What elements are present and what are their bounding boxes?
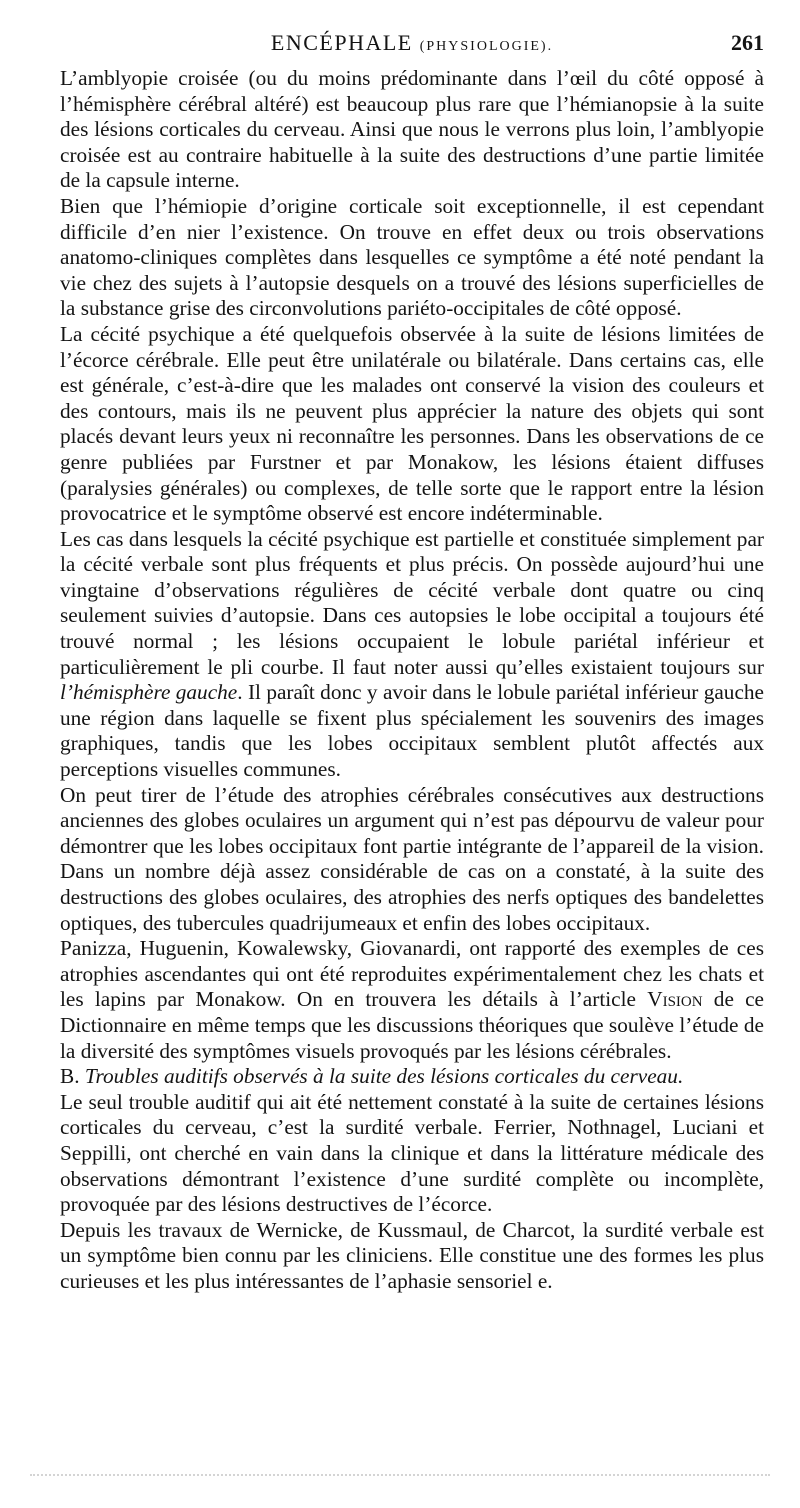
paragraph: L’amblyopie croisée (ou du moins prédominante dans l’œil du côté opposé à l’hémisphère cérébral altéré) est beaucoup plus rare que l’hémianopsie à la suite des lésions corticales du cerveau. Ainsi que nous le verrons plus loin, l’amblyopie croisée est au contraire habituelle à la suite des destructions d’une partie limitée de la capsule interne.	[60, 66, 764, 193]
running-title	[60, 30, 764, 56]
paragraph-text-tail: . Il paraît donc y avoir dans le lobule pariétal inférieur gauche une région dans laquelle se fixent plus spécialement les souvenirs des images graphiques, tandis que les lobes occipitaux semblent plutôt affectés aux perceptions visuelles communes.	[60, 680, 764, 782]
italic-term: l’hémisphère gauche	[60, 680, 238, 705]
paragraph: La cécité psychique a été quelquefois observée à la suite de lésions limitées de l’écorce cérébrale. Elle peut être unilatérale ou bilatérale. Dans certains cas, elle est générale, c’est-à-dire que les malades ont conservé la vision des couleurs et des contours, mais ils ne peuvent plus apprécier la nature des objets qui sont placés devant leurs yeux ni reconnaître les personnes. Dans les observations de ce genre publiées par Furstner et par Monakow, les lésions étaient diffuses (paralysies générales) ou complexes, de telle sorte que le rapport entre la lésion provocatrice et le symptôme observé est encore indéterminable.	[60, 321, 764, 526]
paragraph: Le seul trouble auditif qui ait été nettement constaté à la suite de certaines lésions corticales du cerveau, c’est la surdité verbale. Ferrier, Nothnagel, Luciani et Seppilli, ont cherché en vain dans la clinique et dans la littérature médicale des observations démontrant l’existence d’une surdité complète ou incomplète, provoquée par des lésions destructives de l’écorce.	[60, 1089, 764, 1217]
paragraph-with-crossref	[60, 936, 764, 1064]
paragraph: Bien que l’hémiopie d’origine corticale soit exceptionnelle, il est cependant difficile d’en nier l’existence. On trouve en effet deux ou trois observations anatomo-cliniques complètes dans lesquelles ce symptôme a été noté pendant la vie chez des sujets à l’autopsie desquels on a trouvé des lésions superficielles de la substance grise des circonvolutions pariéto-occipitales de côté opposé.	[60, 193, 764, 321]
paragraph-text: Les cas dans lesquels la cécité psychique est partielle et constituée simplement par la cécité verbale sont plus fréquents et plus précis. On possède aujourd’hui une vingtaine d’observations régulières de cécité verbale dont quatre ou cinq seulement suivies d’autopsie. Dans ces autopsies le lobe occipital a toujours été trouvé normal ; les lésions occupaient le lobule pariétal inférieur et particulièrement le pli courbe. Il faut noter aussi qu’elles existaient toujours sur	[60, 526, 764, 679]
running-header	[60, 28, 764, 62]
paragraph: On peut tirer de l’étude des atrophies cérébrales consécutives aux destructions anciennes des globes oculaires un argument qui n’est pas dépourvu de valeur pour démontrer que les lobes occipitaux font partie intégrante de l’appareil de la vision. Dans un nombre déjà assez considérable de cas on a constaté, à la suite des destructions des globes oculaires, des atrophies des nerfs optiques des bandelettes optiques, des tubercules quadrijumeaux et enfin des lobes occipitaux.	[60, 782, 764, 935]
paragraph-with-italic	[60, 527, 764, 783]
body-text	[60, 66, 764, 1295]
running-title-sub: (PHYSIOLOGIE).	[419, 39, 554, 54]
section-heading	[60, 1064, 764, 1090]
running-title-main: ENCÉPHALE	[270, 30, 413, 55]
paragraph-text: Panizza, Huguenin, Kowalewsky, Giovanardi, ont rapporté des exemples de ces atrophies ascendantes qui ont été reproduites expérimentalement chez les chats et les lapins par Monakow. On en trouvera les détails à l’article	[60, 936, 764, 1012]
section-title: Troubles auditifs observés à la suite des lésions corticales du cerveau.	[84, 1064, 684, 1089]
section-letter: B.	[60, 1064, 80, 1089]
page-number: 261	[731, 30, 764, 55]
paragraph: Depuis les travaux de Wernicke, de Kussmaul, de Charcot, la surdité verbale est un symptôme bien connu par les cliniciens. Elle constitue une des formes les plus curieuses et les plus intéressantes de l’aphasie sensoriel e.	[60, 1217, 764, 1293]
paragraph-text-tail: de ce Dictionnaire en même temps que les discussions théoriques que soulève l’étude de la diversité des symptômes visuels provoqués par les lésions cérébrales.	[60, 987, 764, 1063]
cross-reference: Vision	[647, 987, 703, 1012]
page-bottom-bleed	[30, 1470, 770, 1476]
